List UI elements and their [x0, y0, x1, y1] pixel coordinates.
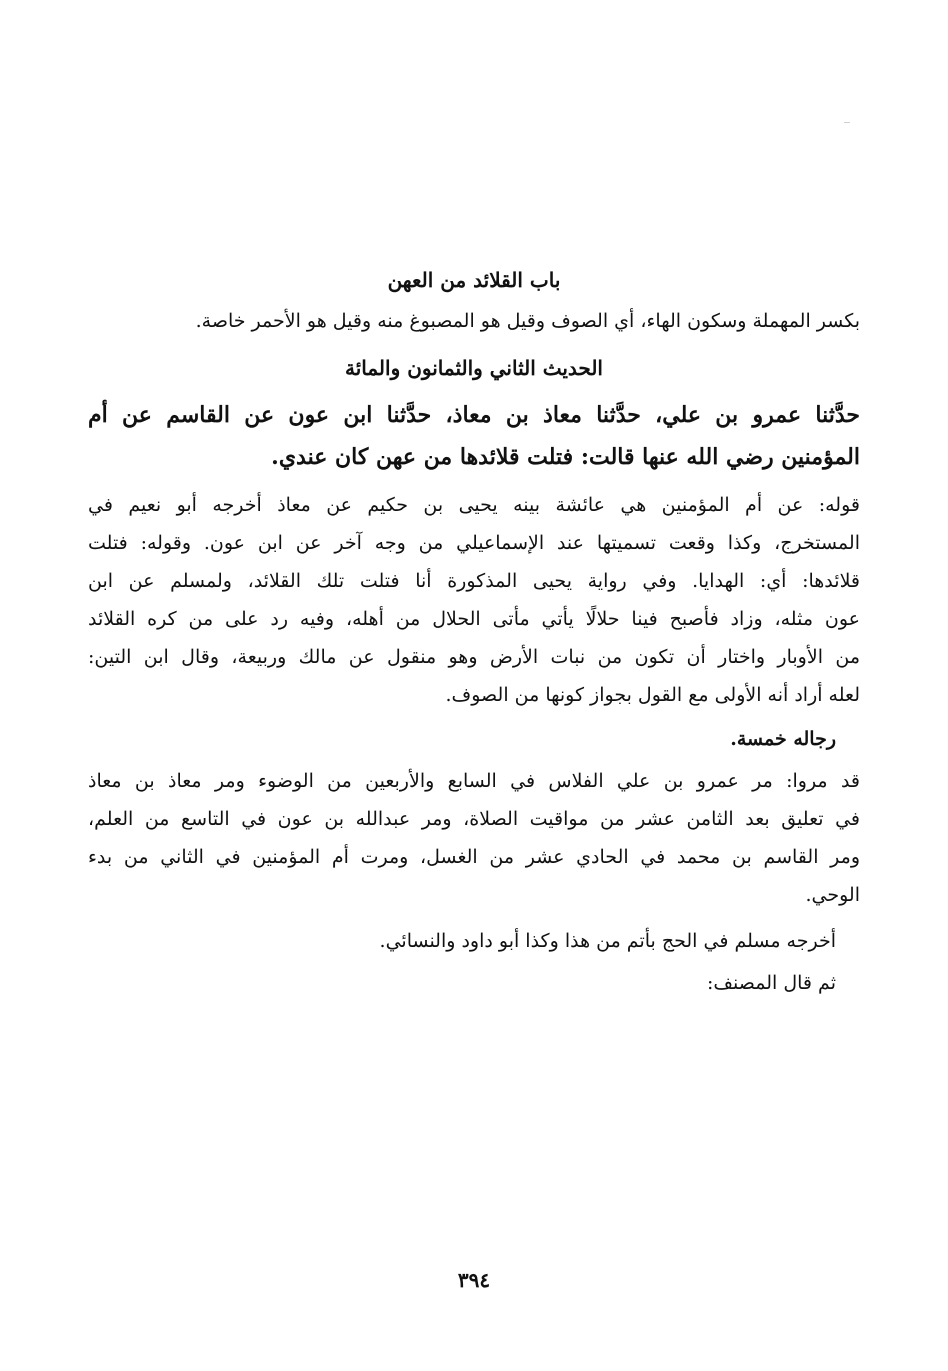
closing-block — [88, 972, 860, 1006]
narrators-block — [88, 770, 860, 930]
chapter-title-block — [88, 268, 860, 308]
narrators-heading-block — [88, 728, 860, 762]
closing-line: ثم قال المصنف: — [706, 972, 836, 994]
commentary-line: قلائدها: أي: الهدايا. وفي رواية يحيى المذكورة أنا فتلت تلك القلائد، ولمسلم عن ابن — [88, 570, 860, 592]
takhrij-block — [88, 930, 860, 964]
narrators-line: ومر القاسم بن محمد في الحادي عشر من الغسل، ومرت أم المؤمنين في الثاني من بدء — [88, 846, 860, 868]
hadith-line: حدَّثنا عمرو بن علي، حدَّثنا معاذ بن معاذ، حدَّثنا ابن عون عن القاسم عن أم — [88, 402, 860, 428]
takhrij-line: أخرجه مسلم في الحج بأتم من هذا وكذا أبو داود والنسائي. — [379, 930, 836, 952]
page-number: ٣٩٤ — [457, 1268, 491, 1292]
commentary-line: قوله: عن أم المؤمنين هي عائشة بينه يحيى بن حكيم عن معاذ أخرجه أبو نعيم في — [88, 494, 860, 516]
narrators-line: الوحي. — [805, 884, 860, 906]
commentary-line: عون مثله، وزاد فأصبح فينا حلالًا يأتي مأتى الحلال من أهله، وفيه رد على من كره القلائد — [88, 608, 860, 630]
hadith-line: المؤمنين رضي الله عنها قالت: فتلت قلائدها من عهن كان عندي. — [271, 444, 860, 470]
chapter-note: بكسر المهملة وسكون الهاء، أي الصوف وقيل هو المصبوغ منه وقيل هو الأحمر خاصة. — [195, 310, 860, 332]
narrators-line: قد مروا: مر عمرو بن علي الفلاس في السابع والأربعين من الوضوء ومر معاذ بن معاذ — [88, 770, 860, 792]
commentary-block — [88, 494, 860, 724]
commentary-line: المستخرج، وكذا وقعت تسميتها عند الإسماعيلي من وجه آخر عن ابن عون. وقوله: فتلت — [88, 532, 860, 554]
narrators-heading: رجاله خمسة. — [730, 728, 836, 750]
narrators-line: في تعليق بعد الثامن عشر من مواقيت الصلاة، ومر عبدالله بن عون في التاسع من العلم، — [88, 808, 860, 830]
commentary-line: من الأوبار واختار أن تكون من نبات الأرض وهو منقول عن مالك وربيعة، وقال ابن التين: — [88, 646, 860, 668]
chapter-note-block — [88, 310, 860, 344]
scan-speck — [844, 122, 850, 123]
commentary-line: لعله أراد أنه الأولى مع القول بجواز كونها من الصوف. — [445, 684, 860, 706]
hadith-heading-block — [88, 356, 860, 394]
hadith-heading: الحديث الثاني والثمانون والمائة — [344, 356, 603, 380]
chapter-title: باب القلائد من العهن — [387, 268, 561, 292]
hadith-text-block — [88, 402, 860, 492]
